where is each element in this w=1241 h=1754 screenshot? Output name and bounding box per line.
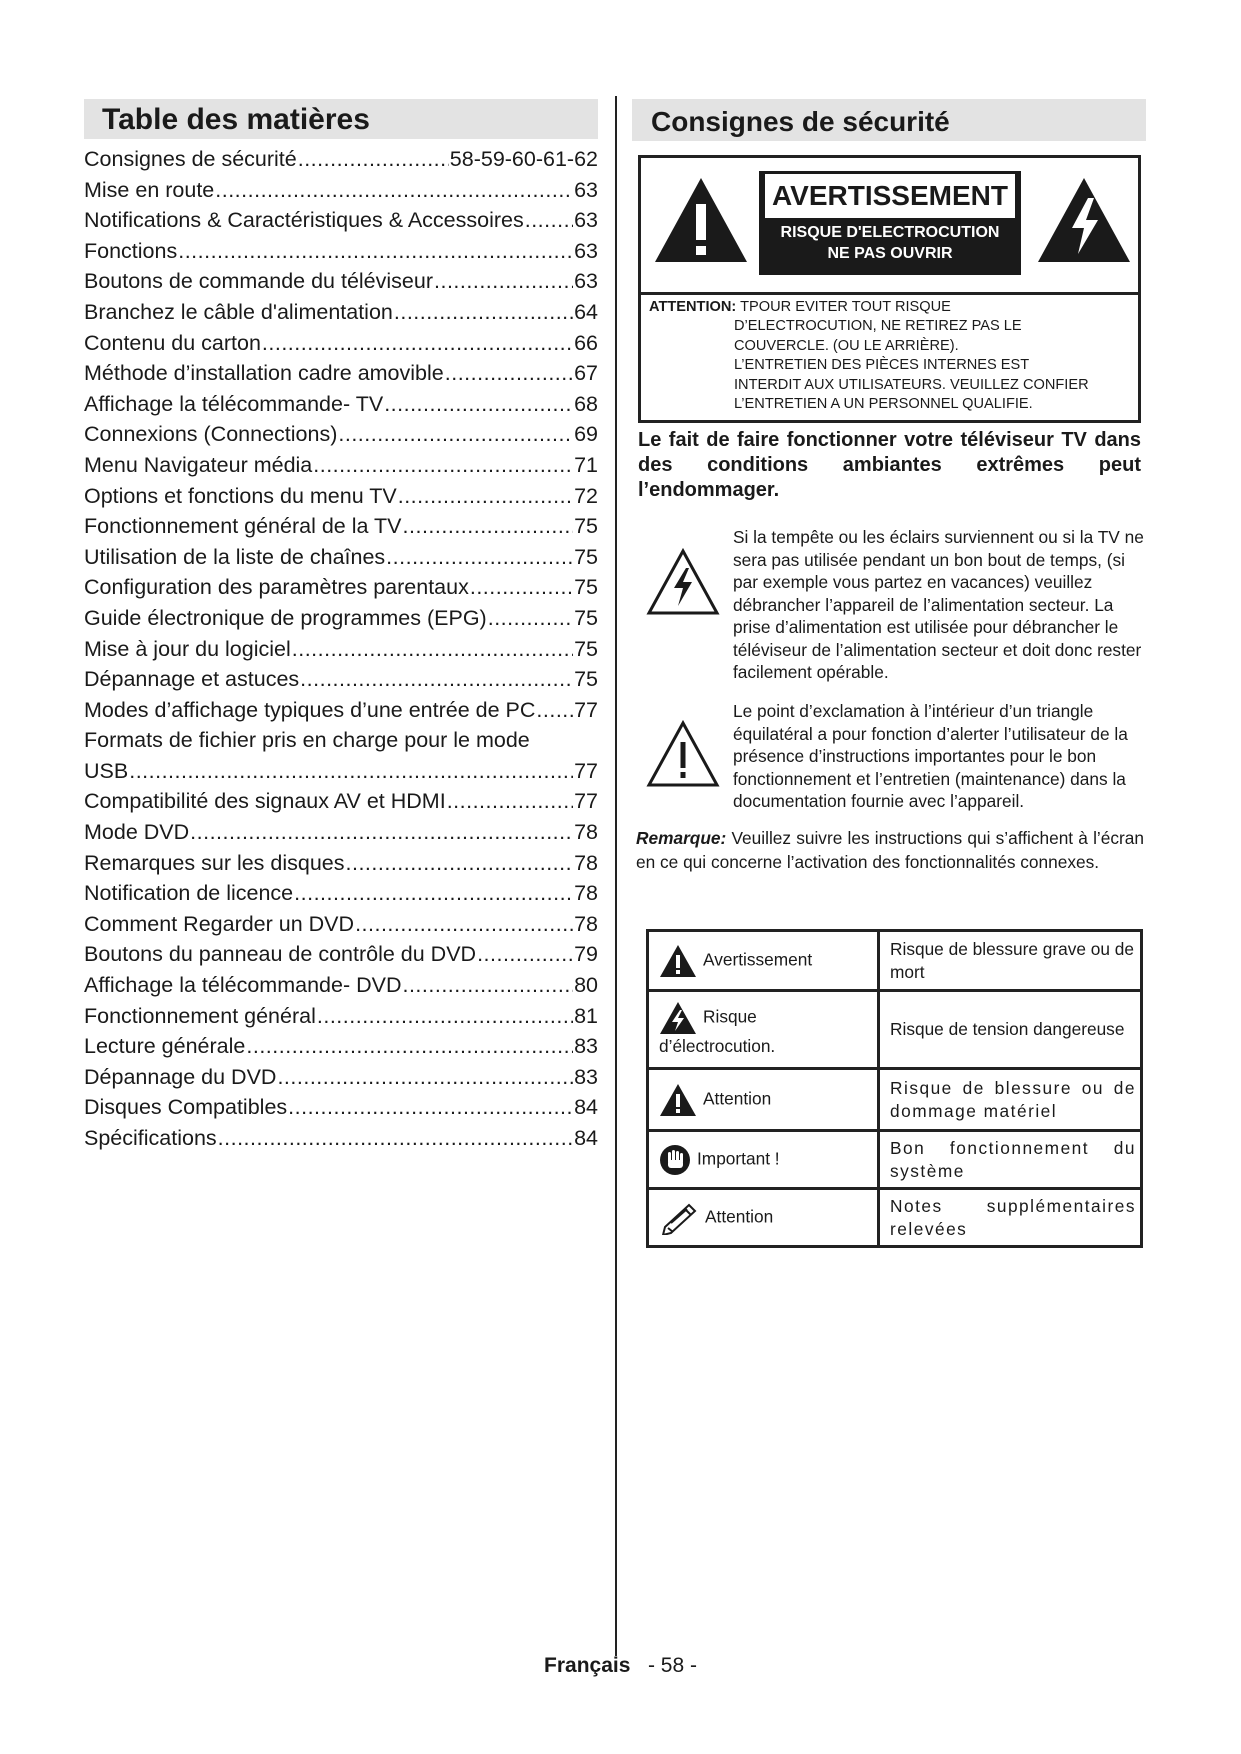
footer-language: Français (544, 1654, 631, 1677)
toc-page-number: 75 (574, 575, 598, 600)
toc-entry (84, 542, 598, 573)
page-footer (0, 1654, 1241, 1678)
toc-entry (84, 511, 598, 542)
attention-line: TPOUR EVITER TOUT RISQUE (740, 299, 951, 315)
toc-entry (84, 909, 598, 940)
toc-leader-dots (215, 175, 573, 206)
toc-page-number: 64 (574, 299, 598, 324)
toc-entry-text: Comment Regarder un DVD (84, 911, 355, 936)
toc-leader-dots (300, 664, 573, 695)
warning-triangle-icon (659, 944, 697, 978)
legend-label-cell (648, 991, 879, 1069)
toc-entry (84, 786, 598, 817)
exclamation-outline-icon (646, 720, 720, 788)
toc-entry (84, 817, 598, 848)
toc-page-number: 63 (574, 177, 598, 202)
toc-entry (84, 144, 598, 175)
toc-entry (84, 848, 598, 879)
toc-leader-dots (277, 1062, 573, 1093)
warning-subtitle-2: NE PAS OUVRIR (827, 245, 953, 262)
caution-triangle-icon (659, 1083, 697, 1117)
legend-label-cell (648, 1131, 879, 1189)
toc-leader-dots (298, 144, 449, 175)
legend-label: Attention (703, 1088, 772, 1109)
toc-page-number: 68 (574, 391, 598, 416)
toc-entry-text: Compatibilité des signaux AV et HDMI (84, 789, 446, 814)
legend-desc: Risque de tension dangereuse (879, 991, 1142, 1069)
toc-page-number: 78 (574, 820, 598, 845)
toc-page-number: 80 (574, 973, 598, 998)
legend-desc: Bon fonctionnement du système (879, 1131, 1142, 1189)
warning-title: AVERTISSEMENT (765, 174, 1015, 218)
toc-entry (84, 939, 598, 970)
table-row (648, 991, 1142, 1069)
toc-page-number: 83 (574, 1064, 598, 1089)
toc-entry (84, 1062, 598, 1093)
toc-entry-text: Fonctionnement général (84, 1003, 316, 1028)
toc-leader-dots (317, 1001, 573, 1032)
toc-page-number: 72 (574, 483, 598, 508)
toc-entry-text: Consignes de sécurité (84, 147, 297, 171)
toc-entry (84, 266, 598, 297)
toc-page-number: 83 (574, 1034, 598, 1059)
toc-entry-text: Affichage la télécommande- TV (84, 391, 384, 416)
toc-leader-dots (447, 786, 573, 817)
toc-entry (84, 1092, 598, 1123)
toc-entry-text: Formats de fichier pris en charge pour le mode (84, 728, 530, 753)
toc-leader-dots (129, 756, 573, 787)
lightning-outline-icon (646, 548, 720, 616)
toc-entry-text: Fonctionnement général de la TV (84, 514, 402, 539)
remark (636, 826, 1144, 874)
toc-entry (84, 878, 598, 909)
exclamation-notice (638, 700, 1148, 815)
legend-label-line2: d’électrocution. (659, 1036, 776, 1057)
toc-entry-text: Lecture générale (84, 1034, 246, 1059)
toc-entry (84, 419, 598, 450)
warning-label (759, 171, 1021, 275)
toc-page-number: 63 (574, 238, 598, 263)
toc-entry (84, 664, 598, 695)
toc-entry (84, 328, 598, 359)
toc-entry-text: Boutons de commande du téléviseur (84, 269, 433, 294)
symbol-legend-table (646, 929, 1143, 1248)
legend-label: Avertissement (703, 949, 813, 970)
toc-leader-dots (246, 1031, 573, 1062)
toc-list (84, 144, 598, 1154)
toc-leader-dots (384, 389, 573, 420)
toc-leader-dots (398, 481, 573, 512)
table-row (648, 1189, 1142, 1247)
toc-page-number: 77 (574, 697, 598, 722)
toc-entry-text: Dépannage et astuces (84, 667, 300, 692)
toc-entry-text: Fonctions (84, 238, 178, 263)
toc-entry-text: Mode DVD (84, 820, 190, 845)
legend-desc: Risque de blessure grave ou de mort (879, 931, 1142, 991)
toc-page-number: 75 (574, 514, 598, 539)
toc-entry-text: Guide électronique de programmes (EPG) (84, 605, 487, 630)
toc-leader-dots (525, 205, 573, 236)
toc-entry-text: USB (84, 758, 129, 783)
toc-leader-dots (477, 939, 573, 970)
lightning-triangle-icon (1036, 176, 1132, 264)
attention-line: INTERDIT AUX UTILISATEURS. VEUILLEZ CONFIER (734, 376, 1089, 393)
table-row (648, 1069, 1142, 1131)
remark-text: Veuillez suivre les instructions qui s’affichent à l’écran en ce qui concerne l’activation des fonctionnalités connexes. (636, 828, 1144, 872)
toc-entry-text: Dépannage du DVD (84, 1064, 277, 1089)
toc-leader-dots (470, 572, 573, 603)
legend-label: Attention (705, 1206, 774, 1227)
toc-entry-text: Options et fonctions du menu TV (84, 483, 397, 508)
toc-entry (84, 970, 598, 1001)
toc-leader-dots (488, 603, 573, 634)
toc-entry (84, 603, 598, 634)
toc-entry (84, 236, 598, 267)
attention-line: D’ELECTROCUTION, NE RETIREZ PAS LE (734, 318, 1022, 335)
toc-entry-text: Menu Navigateur média (84, 452, 313, 477)
toc-entry (84, 205, 598, 236)
toc-page-number: 58-59-60-61-62 (449, 147, 598, 171)
toc-entry (84, 695, 598, 726)
warning-subtitle-1: RISQUE D'ELECTROCUTION (780, 224, 1000, 241)
toc-entry-text: Utilisation de la liste de chaînes (84, 544, 386, 569)
attention-line: L’ENTRETIEN DES PIÈCES INTERNES EST (734, 357, 1030, 374)
toc-entry-text: Connexions (Connections) (84, 422, 338, 447)
toc-entry-text: Spécifications (84, 1126, 217, 1150)
remark-label: Remarque: (636, 828, 727, 848)
toc-entry (84, 450, 598, 481)
toc-page-number: 78 (574, 850, 598, 875)
toc-entry-text: Contenu du carton (84, 330, 261, 355)
toc-page-number: 75 (574, 667, 598, 692)
toc-entry-text: Mise en route (84, 177, 215, 202)
toc-leader-dots (288, 1092, 573, 1123)
toc-leader-dots (402, 970, 573, 1001)
toc-page-number: 63 (574, 208, 598, 233)
toc-leader-dots (262, 328, 573, 359)
toc-page-number: 63 (574, 269, 598, 294)
toc-entry-text: Notification de licence (84, 881, 294, 906)
toc-entry (84, 725, 598, 786)
toc-entry (84, 358, 598, 389)
toc-page-number: 69 (574, 422, 598, 447)
toc-entry-text: Modes d’affichage typiques d’une entrée de PC (84, 697, 536, 722)
legend-label-cell (648, 1189, 879, 1247)
toc-entry-text: Mise à jour du logiciel (84, 636, 291, 661)
toc-leader-dots (178, 236, 573, 267)
toc-leader-dots (292, 634, 573, 665)
warning-box (638, 155, 1141, 423)
toc-title: Table des matières (84, 99, 598, 139)
toc-leader-dots (536, 695, 573, 726)
toc-entry (84, 297, 598, 328)
toc-entry-text: Branchez le câble d'alimentation (84, 299, 393, 324)
shock-triangle-icon (659, 1001, 697, 1035)
toc-leader-dots (313, 450, 573, 481)
toc-leader-dots (218, 1123, 573, 1154)
legend-label: Risque (703, 1006, 757, 1027)
lightning-text: Si la tempête ou les éclairs surviennent ou si la TV ne sera pas utilisée pendant un bon bout de temps, (si par exemple vous partez en vacances) veuillez débrancher l’appareil de l’alimentation secteur. La prise d’alimentation est utilisée pour débrancher le téléviseur de l’alimentation secteur et doit donc rester facilement opérable. (733, 527, 1144, 682)
toc-leader-dots (294, 878, 573, 909)
legend-desc: Notes supplémentaires relevées (879, 1189, 1142, 1247)
toc-page-number: 78 (574, 911, 598, 936)
legend-label-cell (648, 931, 879, 991)
toc-page-number: 84 (574, 1126, 598, 1150)
lightning-notice (638, 526, 1148, 682)
toc-entry (84, 1001, 598, 1032)
toc-page-number: 77 (574, 789, 598, 814)
attention-label: ATTENTION: (649, 299, 737, 315)
legend-label-cell (648, 1069, 879, 1131)
exclamation-text: Le point d’exclamation à l’intérieur d’un triangle équilatéral a pour fonction d’alerter l’utilisateur de la présence d’instructions importantes pour le bon fonctionnement et l’entretien (maintenance) dans la documentation fournie avec l’appareil. (733, 701, 1128, 811)
toc-page-number: 84 (574, 1095, 598, 1120)
toc-entry (84, 389, 598, 420)
attention-text (649, 298, 1135, 414)
toc-entry-text: Configuration des paramètres parentaux (84, 575, 469, 600)
attention-line: COUVERCLE. (OU LE ARRIÈRE). (734, 337, 959, 354)
toc-entry-text: Notifications & Caractéristiques & Accessoires (84, 208, 524, 233)
legend-label: Important ! (697, 1148, 780, 1169)
exclamation-triangle-icon (653, 176, 749, 264)
toc-entry-text: Méthode d’installation cadre amovible (84, 361, 444, 386)
footer-page-number: - 58 - (647, 1654, 697, 1677)
toc-leader-dots (403, 511, 574, 542)
toc-leader-dots (190, 817, 573, 848)
toc-leader-dots (355, 909, 573, 940)
toc-page-number: 75 (574, 636, 598, 661)
toc-leader-dots (434, 266, 573, 297)
safety-title: Consignes de sécurité (632, 99, 1146, 141)
table-row (648, 931, 1142, 991)
toc-page-number: 78 (574, 881, 598, 906)
toc-entry (84, 1123, 598, 1154)
toc-page-number: 79 (574, 942, 598, 967)
toc-page-number: 81 (574, 1003, 598, 1028)
toc-page-number: 66 (574, 330, 598, 355)
toc-page-number: 75 (574, 544, 598, 569)
table-row (648, 1131, 1142, 1189)
toc-page-number: 77 (574, 758, 598, 783)
toc-leader-dots (386, 542, 573, 573)
legend-desc: Risque de blessure ou de dommage matériel (879, 1069, 1142, 1131)
toc-entry-text: Remarques sur les disques (84, 850, 345, 875)
toc-page-number: 67 (574, 361, 598, 386)
pencil-note-icon (659, 1201, 699, 1235)
hand-stop-icon (659, 1143, 691, 1177)
toc-entry (84, 634, 598, 665)
toc-entry-text: Boutons du panneau de contrôle du DVD (84, 942, 477, 967)
toc-leader-dots (346, 848, 574, 879)
toc-leader-dots (338, 419, 573, 450)
toc-page-number: 75 (574, 605, 598, 630)
toc-entry (84, 572, 598, 603)
toc-leader-dots (445, 358, 573, 389)
column-divider (615, 96, 617, 1656)
toc-entry (84, 1031, 598, 1062)
toc-page-number: 71 (574, 452, 598, 477)
toc-entry-text: Disques Compatibles (84, 1095, 288, 1120)
toc-entry-text: Affichage la télécommande- DVD (84, 973, 402, 998)
toc-entry (84, 175, 598, 206)
attention-line: L’ENTRETIEN A UN PERSONNEL QUALIFIE. (734, 396, 1033, 413)
toc-entry (84, 481, 598, 512)
toc-leader-dots (394, 297, 573, 328)
lead-paragraph: Le fait de faire fonctionner votre téléviseur TV dans des conditions ambiantes extrêmes peut l’endommager. (638, 429, 1141, 501)
warning-banner (641, 158, 1138, 295)
